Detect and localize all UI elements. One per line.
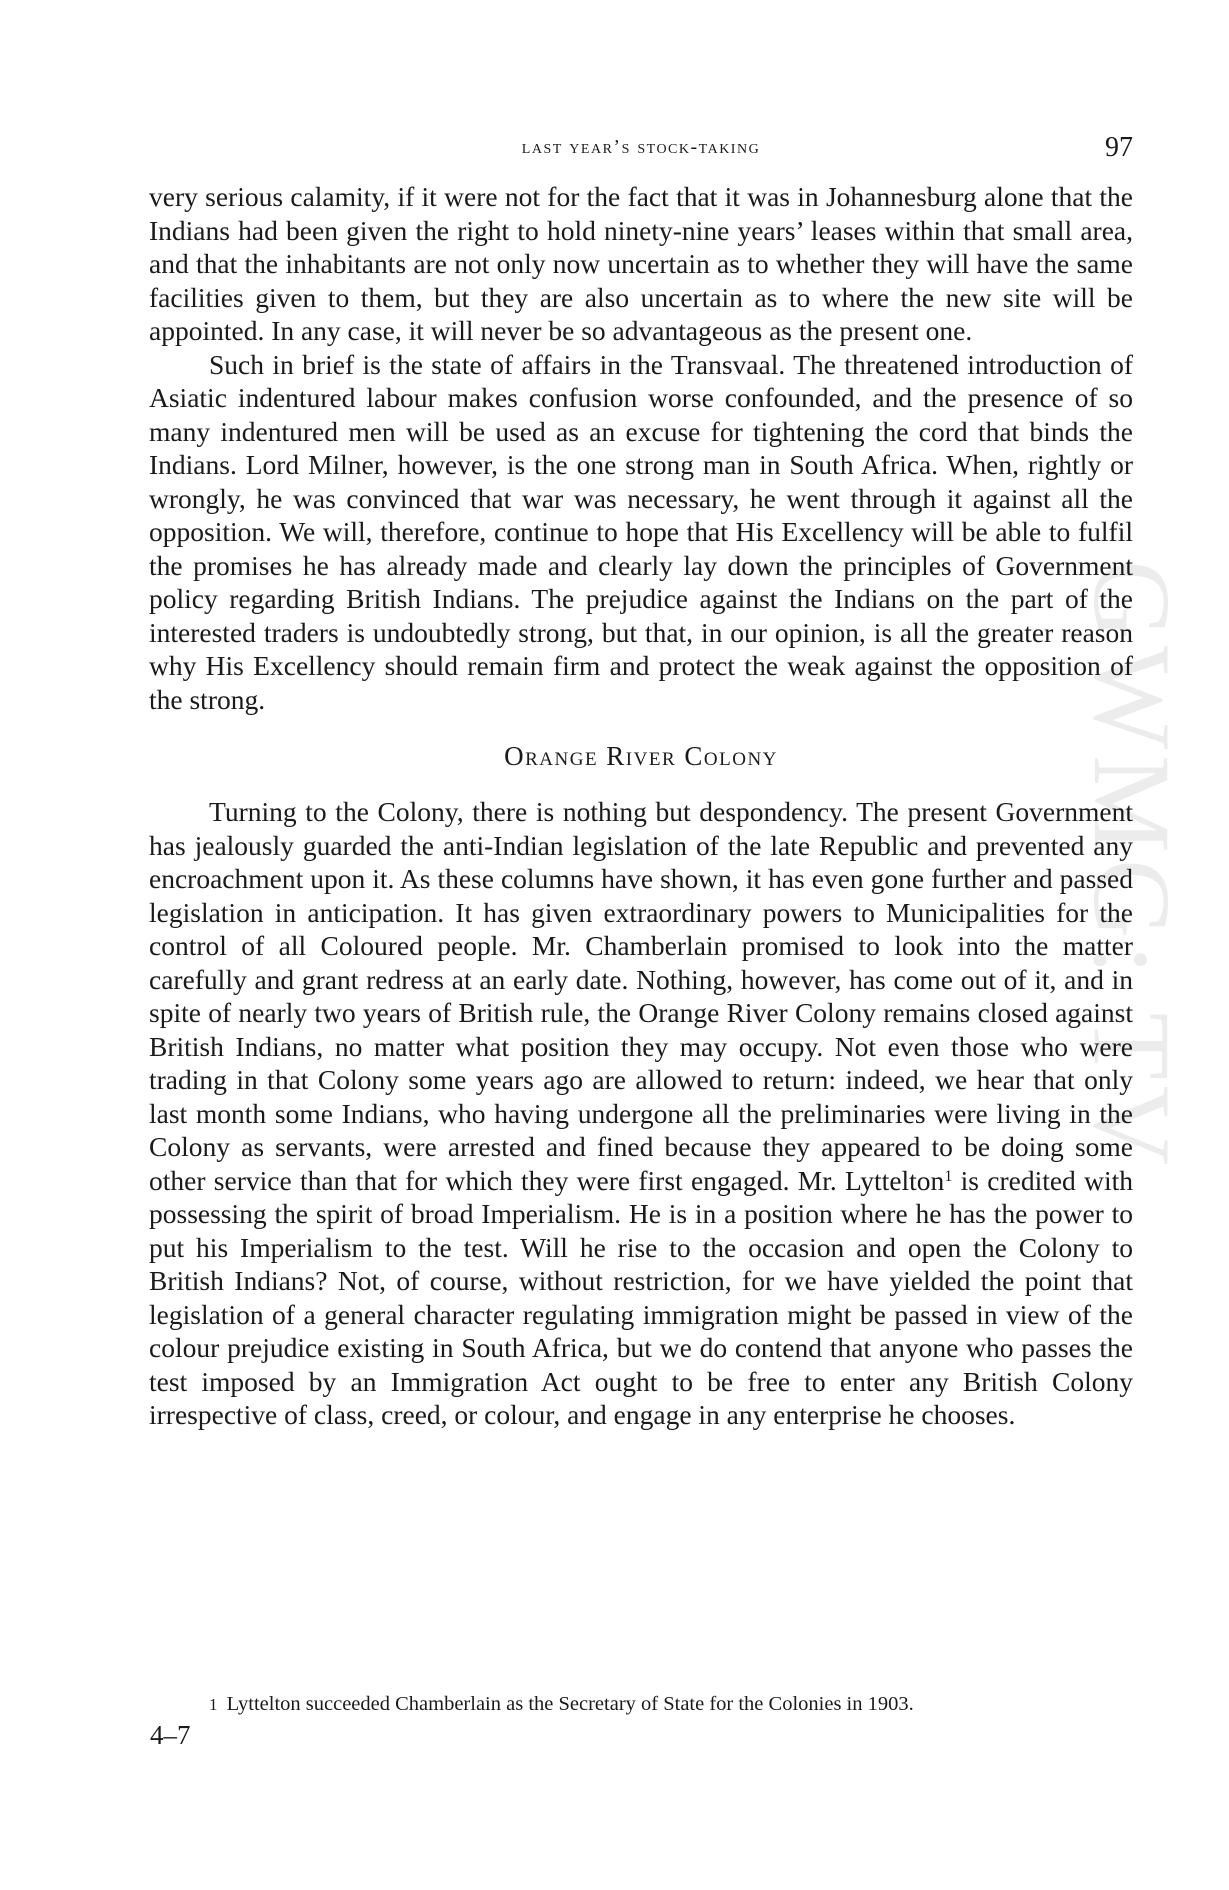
paragraph-3 bbox=[149, 795, 1133, 1432]
section-heading: Orange River Colony bbox=[504, 741, 778, 771]
paragraph-1: very serious calamity, if it were not for the fact that it was in Johannesburg alone that the Indians had been given the right to hold ninety-nine years’ leases within that small area, and that the inhabitants are not only now uncertain as to whether they will have the same facilities given to them, but they are also uncertain as to where the new site will be appointed. In any case, it will never be so advantageous as the present one. bbox=[149, 181, 1133, 346]
footnote bbox=[149, 1690, 1133, 1719]
watermark-text: GWMG: TV bbox=[1071, 560, 1193, 1172]
footnote-text: Lyttelton succeeded Chamberlain as the Secretary of State for the Colonies in 1903. bbox=[226, 1693, 914, 1715]
page-number: 97 bbox=[1105, 132, 1133, 163]
footnote-reference[interactable]: 1 bbox=[944, 1167, 953, 1185]
signature-mark: 4–7 bbox=[150, 1720, 191, 1750]
running-head bbox=[149, 132, 1133, 166]
paragraph-3-part-2: is credited with possessing the spirit of broad Imperialism. He is in a position where he has the power to put his Imperialism to the test. Will he rise to the occasion and open the Colony to British Indians? Not, of course, without restriction, for we have yielded the point that legislation of a general character regulating immigration might be passed in view of the colour prejudice existing in South Africa, but we do contend that anyone who passes the test imposed by an Immigration Act ought to be free to enter any British Colony irrespective of class, creed, or colour, and engage in any enterprise he chooses. bbox=[149, 1164, 1133, 1430]
body-text bbox=[149, 180, 1133, 1432]
running-title: last year’s stock-taking bbox=[521, 136, 761, 158]
paragraph-2: Such in brief is the state of affairs in the Transvaal. The threatened introduction of Asiatic indentured labour makes confusion worse confounded, and the presence of so many indentured men will be used as an excuse for tightening the cord that binds the Indians. Lord Milner, however, is the one strong man in South Africa. When, rightly or wrongly, he was convinced that war was necessary, he went through it against all the opposition. We will, therefore, continue to hope that His Excellency will be able to fulfil the promises he has already made and clearly lay down the principles of Government policy regarding British Indians. The prejudice against the Indians on the part of the interested traders is undoubtedly strong, but that, in our opinion, is all the greater reason why His Excellency should remain firm and protect the weak against the opposition of the strong. bbox=[149, 348, 1133, 715]
footnote-marker: 1 bbox=[209, 1695, 218, 1714]
paragraph-3-part-1: Turning to the Colony, there is nothing but despondency. The present Government has jealously guarded the anti-Indian legislation of the late Republic and prevented any encroachment upon it. As these columns have shown, it has even gone further and passed legislation in anticipation. It has given extraordinary powers to Municipalities for the control of all Coloured people. Mr. Chamberlain promised to look into the matter carefully and grant redress at an early date. Nothing, however, has come out of it, and in spite of nearly two years of British rule, the Orange River Colony remains closed against British Indians, no matter what position they may occupy. Not even those who were trading in that Colony some years ago are allowed to return: indeed, we hear that only last month some Indians, who having undergone all the preliminaries were living in the Colony as servants, were arrested and fined because they appeared to be doing some other service than that for which they were first engaged. Mr. Lyttelton bbox=[149, 796, 1133, 1196]
